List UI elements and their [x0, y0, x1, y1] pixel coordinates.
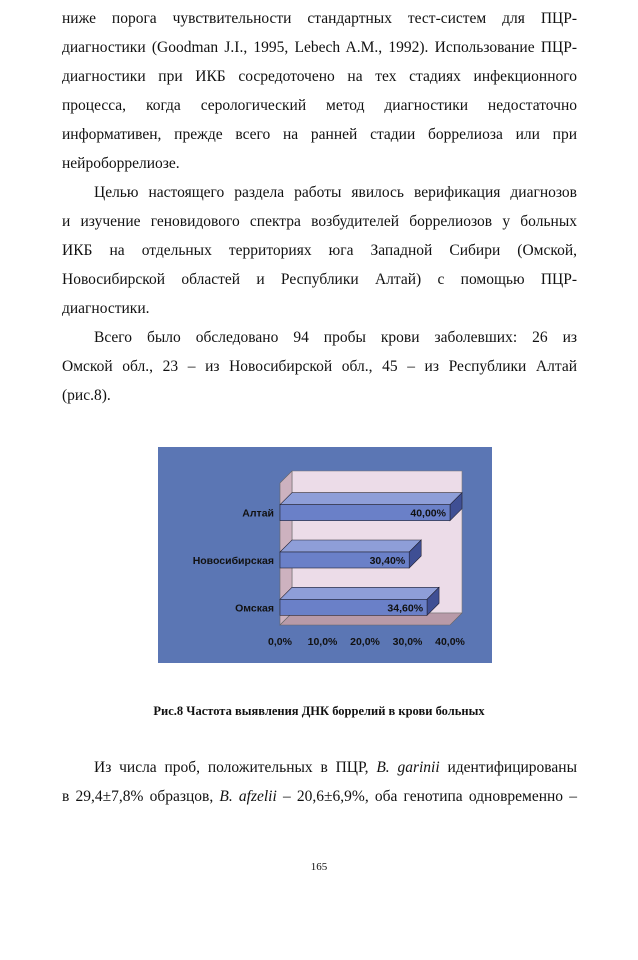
x-tick-label: 10,0% [307, 636, 338, 648]
figure-caption: Рис.8 Частота выявления ДНК боррелий в крови больных [153, 704, 485, 718]
text-line: процесса, когда серологический метод диагностики недостаточно [62, 97, 577, 114]
text-line: диагностики (Goodman J.I., 1995, Lebech A.M., 1992). Использование ПЦР- [62, 39, 577, 56]
text-line: ниже порога чувствительности стандартных тест-систем для ПЦР- [62, 10, 577, 27]
data-label: 34,60% [387, 602, 424, 615]
text-line: (рис.8). [62, 387, 111, 404]
bar-chart [158, 447, 492, 663]
text-line: диагностики. [62, 300, 150, 317]
bar-top [280, 493, 462, 505]
page-number: 165 [310, 861, 328, 873]
text-line: Новосибирской областей и Республики Алтай) с помощью ПЦР- [62, 271, 577, 288]
category-label: Омская [235, 602, 274, 615]
x-tick-label: 40,0% [435, 636, 465, 648]
text-line: нейроборрелиозе. [62, 155, 180, 172]
chart-frame [158, 447, 492, 663]
text-line: и изучение геновидового спектра возбудителей боррелиозов у больных [62, 213, 577, 230]
category-label: Алтай [242, 507, 274, 520]
text-line: ИКБ на отдельных территориях юга Западной Сибири (Омской, [62, 242, 577, 259]
text-line: Целью настоящего раздела работы явилось верификация диагнозов [94, 184, 577, 201]
text-line: Из числа проб, положительных в ПЦР, B. garinii идентифицированы [94, 759, 577, 776]
text-line: в 29,4±7,8% образцов, B. afzelii – 20,6±6,9%, оба генотипа одновременно – [62, 788, 577, 805]
text-line: информативен, прежде всего на ранней стадии боррелиоза или при [62, 126, 577, 143]
text-line: Всего было обследовано 94 пробы крови заболевших: 26 из [94, 329, 577, 346]
bar-top [280, 587, 439, 599]
text-line: Омской обл., 23 – из Новосибирской обл., 45 – из Республики Алтай [62, 358, 577, 375]
category-label: Новосибирская [192, 555, 274, 567]
x-tick-label: 20,0% [350, 636, 380, 648]
x-tick-label: 0,0% [268, 636, 292, 648]
data-label: 40,00% [410, 507, 446, 520]
data-label: 30,40% [369, 555, 406, 567]
text-line: диагностики при ИКБ сосредоточено на тех стадиях инфекционного [62, 68, 577, 85]
x-tick-label: 30,0% [392, 636, 423, 648]
bar-top [280, 540, 421, 552]
